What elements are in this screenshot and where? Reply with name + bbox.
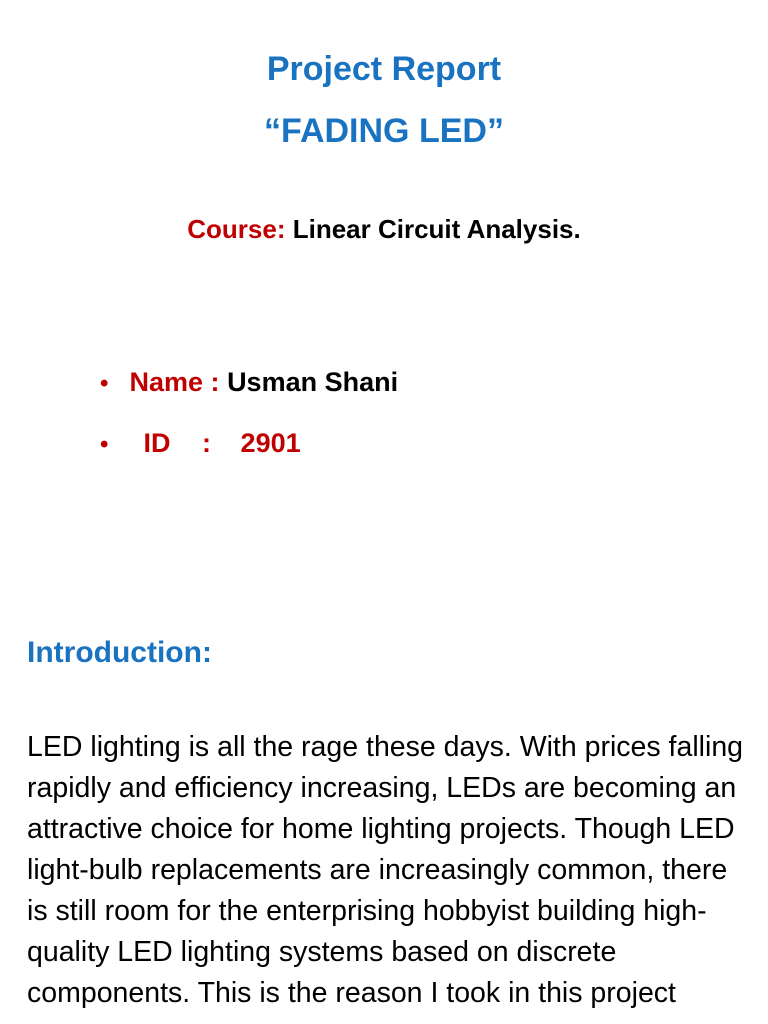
- name-value: Usman Shani: [227, 367, 399, 397]
- id-value: 2901: [240, 428, 301, 458]
- course-label: Course:: [187, 214, 286, 244]
- id-separator: :: [202, 428, 212, 458]
- course-value: Linear Circuit Analysis.: [292, 214, 581, 244]
- bullet-icon: •: [100, 431, 109, 458]
- introduction-paragraph: LED lighting is all the rage these days. With prices falling rapidly and efficiency increasing, LEDs are becoming an attractive choice for home lighting projects. Though LED light-bulb replacements are increasingly common, there is still room for the enterprising hobbyist building high-quality LED lighting systems based on discrete components. This is the reason I took in this project: [27, 731, 744, 1009]
- id-label: ID: [143, 428, 171, 458]
- course-line: [0, 214, 768, 245]
- name-label: Name :: [129, 367, 220, 397]
- project-title: “FADING LED”: [264, 112, 504, 150]
- name-item: [100, 367, 398, 398]
- bullet-icon: •: [100, 370, 109, 397]
- report-title: Project Report: [266, 50, 502, 88]
- introduction-heading: Introduction:: [27, 636, 212, 669]
- id-item: [100, 428, 301, 459]
